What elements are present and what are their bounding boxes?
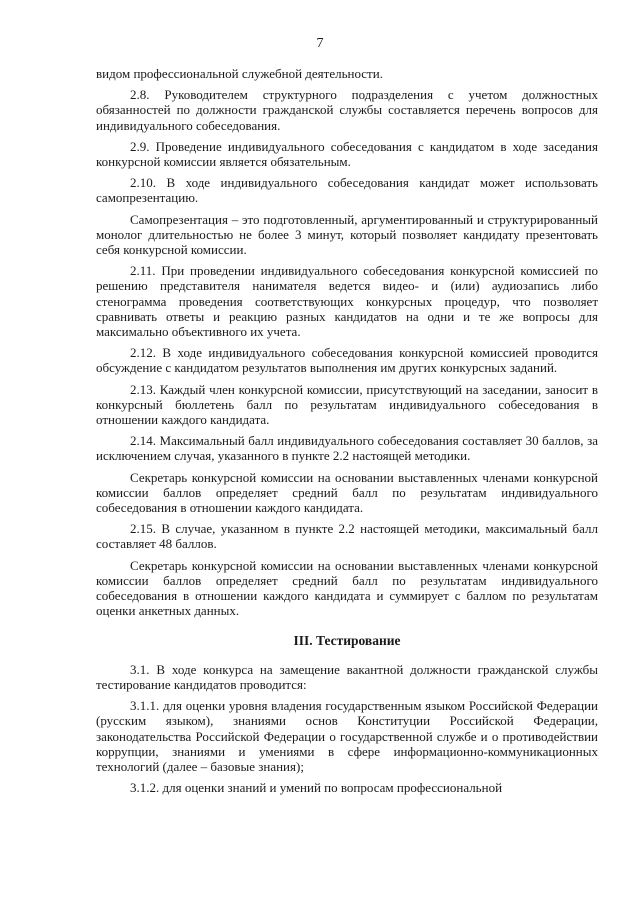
paragraph-2-15: 2.15. В случае, указанном в пункте 2.2 настоящей методики, максимальный балл составляет 48 баллов. [96, 521, 598, 552]
section-title: III. Тестирование [293, 632, 401, 648]
page-number: 7 [316, 36, 324, 51]
paragraph-3-1: 3.1. В ходе конкурса на замещение вакантной должности гражданской службы тестирование кандидатов проводится: [96, 661, 598, 692]
paragraph-2-10: 2.10. В ходе индивидуального собеседования кандидат может использовать самопрезентацию. [96, 175, 598, 206]
paragraph-3-1-2: 3.1.2. для оценки знаний и умений по вопросам профессиональной [130, 780, 503, 796]
paragraph-2-11: 2.11. При проведении индивидуального собеседования конкурсной комиссией по решению представителя нанимателя ведется видео- и (или) аудиозапись либо стенограмма проведения соответствующих конкурсных процедур, что позволяет сравнивать ответы и реакцию разных кандидатов на одни и те же вопросы для максимально объективного их учета. [96, 263, 598, 340]
paragraph-2-9: 2.9. Проведение индивидуального собеседования с кандидатом в ходе заседания конкурсной комиссии является обязательным. [96, 138, 598, 170]
paragraph-secretary-1: Секретарь конкурсной комиссии на основании выставленных членами конкурсной комиссии баллов определяет средний балл по результатам индивидуального собеседования в отношении каждого кандидата. [96, 469, 598, 516]
paragraph-secretary-2: Секретарь конкурсной комиссии на основании выставленных членами конкурсной комиссии баллов определяет средний балл по результатам индивидуального собеседования в отношении каждого кандидата и суммирует с баллом по результатам оценки анкетных данных. [96, 557, 598, 619]
paragraph-2-12: 2.12. В ходе индивидуального собеседования конкурсной комиссией проводится обсуждение с кандидатом результатов выполнения им других конкурсных заданий. [96, 345, 598, 376]
paragraph-2-13: 2.13. Каждый член конкурсной комиссии, присутствующий на заседании, заносит в конкурсный бюллетень балл по результатам индивидуального собеседования в отношении каждого кандидата. [96, 381, 598, 428]
paragraph-self-presentation: Самопрезентация – это подготовленный, аргументированный и структурированный монолог длительностью не более 3 минут, который позволяет кандидату презентовать себя конкурсной комиссии. [96, 211, 598, 258]
paragraph-2-14: 2.14. Максимальный балл индивидуального собеседования составляет 30 баллов, за исключением случая, указанного в пункте 2.2 настоящей методики. [96, 433, 598, 464]
paragraph-2-8: 2.8. Руководителем структурного подразделения с учетом должностных обязанностей по должности гражданской службы составляется перечень вопросов для индивидуального собеседования. [96, 87, 598, 133]
document-body [96, 66, 598, 801]
paragraph-continuation: видом профессиональной служебной деятельности. [96, 66, 383, 81]
paragraph-3-1-1: 3.1.1. для оценки уровня владения государственным языком Российской Федерации (русским языком), знаниями основ Конституции Российской Федерации, законодательства Российской Федерации о государственной службе и о противодействии коррупции, знаниями и умениями в сфере информационно-коммуникационных технологий (далее – базовые знания); [96, 698, 598, 774]
